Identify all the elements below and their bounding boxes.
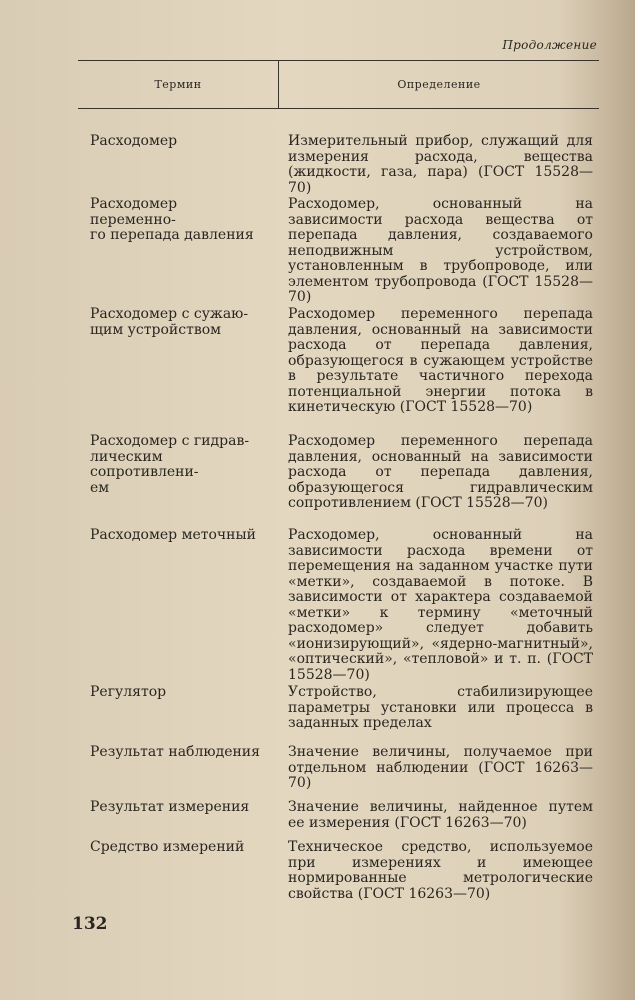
entry-term: Расходомер с сужаю- щим устройством	[90, 306, 249, 338]
entry-definition: Расходомер, основанный на зависимости расхода времени от перемещения на заданном участке пути «метки», создаваемой в потоке. В зависимости от характера создаваемой «метки» к термину «меточный расходомер» следует добавить «ионизирующий», «ядерно-магнитный», «оптический», «тепловой» и т. п. (ГОСТ 15528—70)	[288, 527, 593, 683]
continued-label: Продолжение	[502, 38, 597, 52]
entry-definition: Техническое средство, используемое при измерениях и имеющее нормированные метрологические свойства (ГОСТ 16263—70)	[288, 839, 593, 902]
entry-term: Расходомер переменно- го перепада давления	[90, 196, 254, 243]
entry-term: Средство измерений	[90, 839, 245, 855]
entry-definition: Измерительный прибор, служащий для измерения расхода, вещества (жидкости, газа, пара) (ГОСТ 15528—70)	[288, 133, 593, 196]
table-top-rule	[78, 60, 599, 61]
entry-term: Результат наблюдения	[90, 744, 260, 760]
entry-definition: Расходомер переменного перепада давления, основанный на зависимости расхода от перепада давления, образующегося гидравлическим сопротивлением (ГОСТ 15528—70)	[288, 433, 593, 511]
entry-definition: Расходомер переменного перепада давления, основанный на зависимости расхода от перепада давления, образующегося в сужающем устройстве в результате частичного перехода потенциальной энергии потока в кинетическую (ГОСТ 15528—70)	[288, 306, 593, 415]
column-header-definition: Определение	[397, 78, 481, 91]
entry-term: Расходомер с гидрав- лическим сопротивлени- ем	[90, 433, 250, 496]
entry-term: Результат измерения	[90, 799, 250, 815]
entry-definition: Устройство, стабилизирующее параметры установки или процесса в заданных пределах	[288, 684, 593, 731]
entry-definition: Значение величины, найденное путем ее измерения (ГОСТ 16263—70)	[288, 799, 593, 831]
entry-term: Расходомер меточный	[90, 527, 256, 543]
column-header-term: Термин	[154, 78, 202, 91]
page-number: 132	[72, 914, 108, 934]
table-header-rule	[78, 108, 599, 109]
entry-term: Расходомер	[90, 133, 178, 149]
entry-definition: Расходомер, основанный на зависимости расхода вещества от перепада давления, создаваемого неподвижным устройством, установленным в трубопроводе, или элементом трубопровода (ГОСТ 15528—70)	[288, 196, 593, 305]
entry-definition: Значение величины, получаемое при отдельном наблюдении (ГОСТ 16263—70)	[288, 744, 593, 791]
entry-term: Регулятор	[90, 684, 167, 700]
